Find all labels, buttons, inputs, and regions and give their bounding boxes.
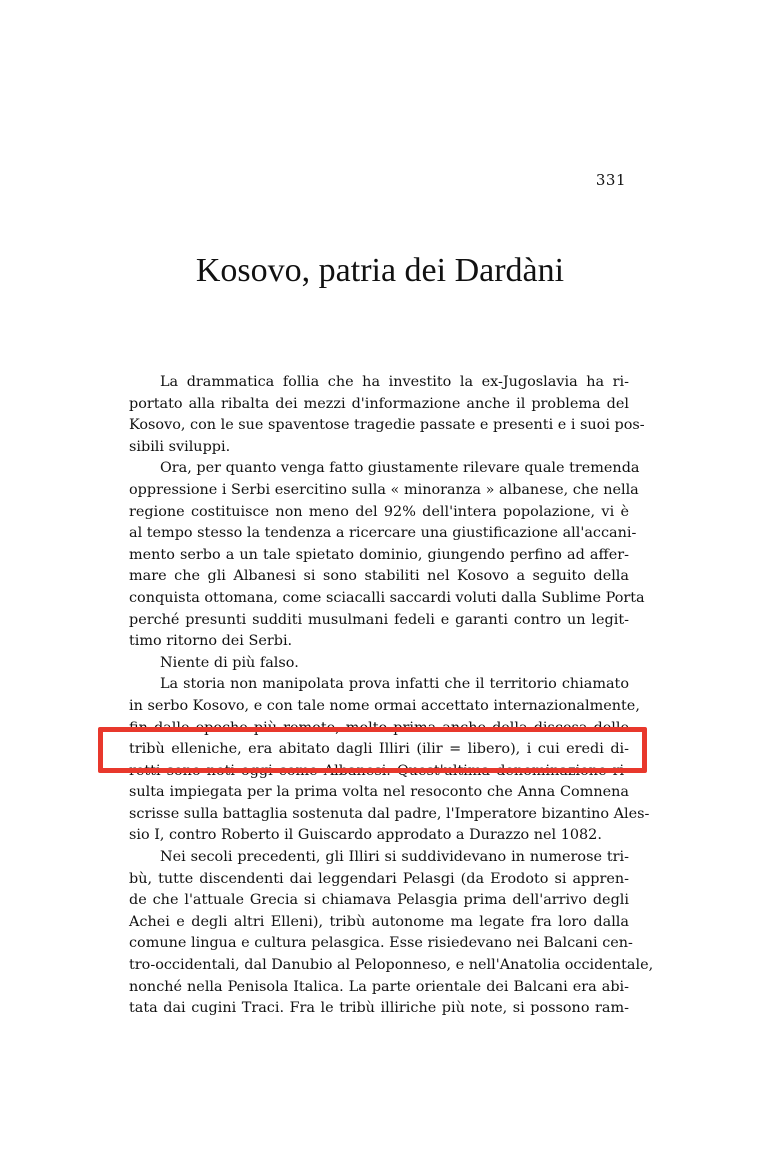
text-line: Achei e degli altri Elleni), tribù autonome ma legate fra loro dalla xyxy=(129,913,629,930)
page-number: 331 xyxy=(595,171,626,189)
text-line: Ora, per quanto venga fatto giustamente rilevare quale tremenda xyxy=(160,460,640,477)
text-line: sio I, contro Roberto il Guiscardo approdato a Durazzo nel 1082. xyxy=(129,827,602,844)
text-line: tata dai cugini Traci. Fra le tribù illiriche più note, si possono ram- xyxy=(129,1000,629,1017)
text-line: regione costituisce non meno del 92% dell'intera popolazione, vi è xyxy=(129,503,629,520)
text-line: comune lingua e cultura pelasgica. Esse risiedevano nei Balcani cen- xyxy=(129,935,633,952)
text-line: Kosovo, con le sue spaventose tragedie passate e presenti e i suoi pos- xyxy=(129,417,645,434)
text-line: timo ritorno dei Serbi. xyxy=(129,633,293,650)
text-line: La drammatica follia che ha investito la ex-Jugoslavia ha ri- xyxy=(160,374,629,390)
text-line: retti sono noti oggi come Albanesi. Quest'ultima denominazione ri- xyxy=(129,762,629,779)
text-line: in serbo Kosovo, e con tale nome ormai accettato internazionalmente, xyxy=(129,697,640,714)
text-line: al tempo stesso la tendenza a ricercare una giustificazione all'accani- xyxy=(129,525,637,542)
text-line: mento serbo a un tale spietato dominio, giungendo perfino ad affer- xyxy=(129,546,629,563)
text-line: oppressione i Serbi esercitino sulla « minoranza » albanese, che nella xyxy=(129,481,639,498)
text-line: Nei secoli precedenti, gli Illiri si suddividevano in numerose tri- xyxy=(160,849,629,866)
text-line: sulta impiegata per la prima volta nel resoconto che Anna Comnena xyxy=(129,784,629,801)
text-line: mare che gli Albanesi si sono stabiliti nel Kosovo a seguito della xyxy=(129,568,629,585)
text-line: perché presunti sudditi musulmani fedeli e garanti contro un legit- xyxy=(129,611,629,628)
text-line: fin dalle epoche più remote, molto prima anche della discesa delle xyxy=(129,719,629,736)
page-title: Kosovo, patria dei Dardàni xyxy=(195,252,565,289)
body-text xyxy=(129,372,654,1020)
text-line: nonché nella Penisola Italica. La parte orientale dei Balcani era abi- xyxy=(129,978,629,995)
text-line: tribù elleniche, era abitato dagli Illiri (ilir = libero), i cui eredi di- xyxy=(129,741,629,758)
text-line: sibili sviluppi. xyxy=(129,438,231,455)
text-line: La storia non manipolata prova infatti che il territorio chiamato xyxy=(160,676,629,693)
text-line: conquista ottomana, come sciacalli saccardi voluti dalla Sublime Porta xyxy=(129,589,645,606)
text-line: portato alla ribalta dei mezzi d'informazione anche il problema del xyxy=(129,395,629,412)
text-line: tro-occidentali, dal Danubio al Peloponneso, e nell'Anatolia occidentale, xyxy=(129,957,654,974)
text-line: Niente di più falso. xyxy=(160,654,299,671)
text-line: scrisse sulla battaglia sostenuta dal padre, l'Imperatore bizantino Ales- xyxy=(129,805,650,822)
text-line: bù, tutte discendenti dai leggendari Pelasgi (da Erodoto si appren- xyxy=(129,870,629,887)
text-line: de che l'attuale Grecia si chiamava Pelasgia prima dell'arrivo degli xyxy=(129,892,629,909)
